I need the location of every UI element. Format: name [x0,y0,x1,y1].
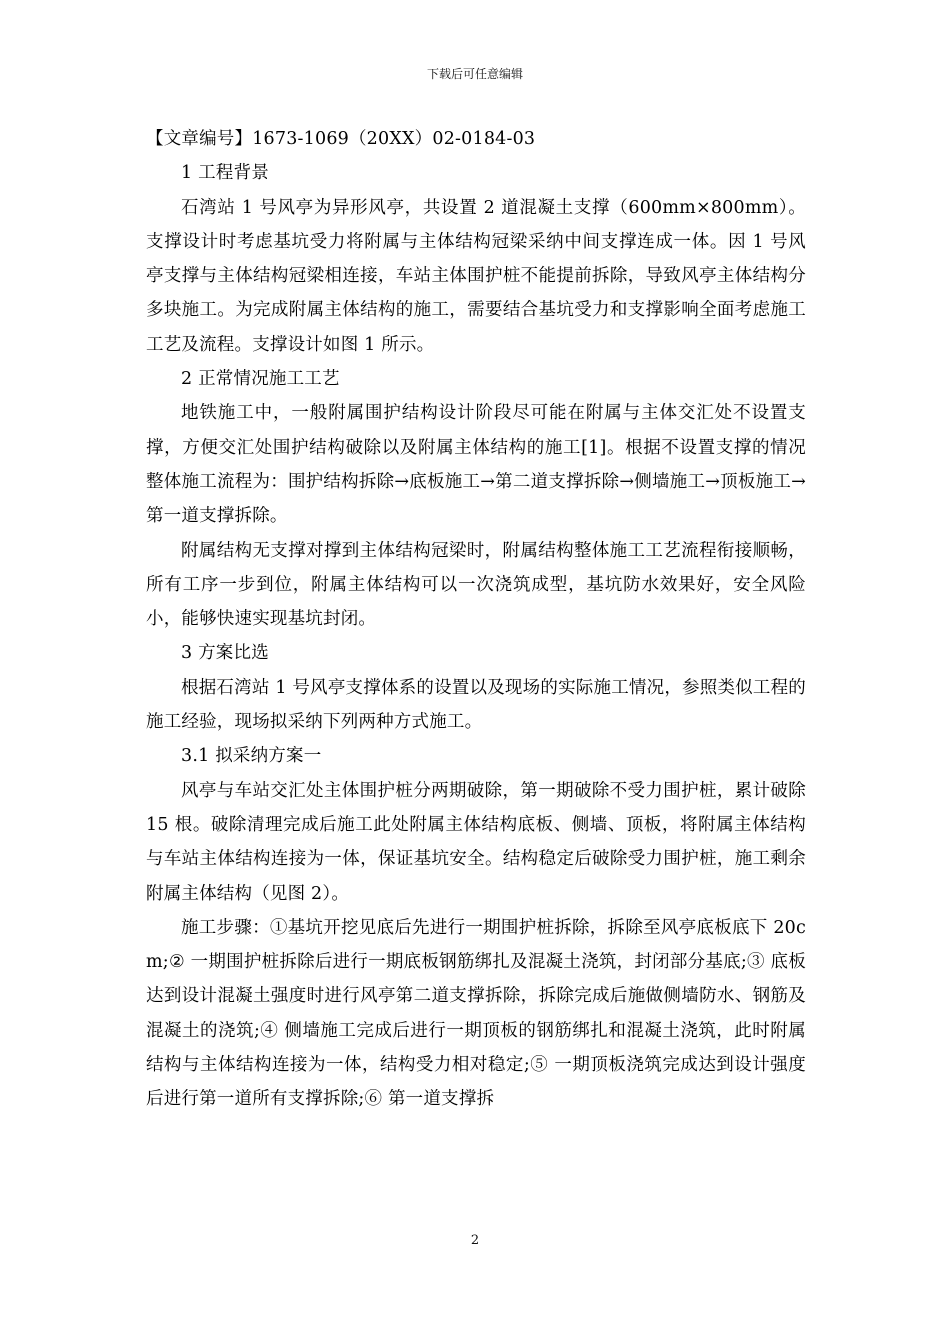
document-body [146,122,806,1117]
section-heading-1: 1 工程背景 [181,163,269,184]
body-paragraph: 石湾站 1 号风亭为异形风亭，共设置 2 道混凝土支撑（600mm×800mm）。支撑设计时考虑基坑受力将附属与主体结构冠梁采纳中间支撑连成一体。因 1 号风亭支撑与主体结构冠梁相连接，车站主体围护桩不能提前拆除，导致风亭主体结构分多块施工。为完成附属主体结构的施工，需要结合基坑受力和支撑影响全面考虑施工工艺及流程。支撑设计如图 1 所示。 [146,197,806,355]
page-header-note: 下载后可任意编辑 [426,67,523,81]
body-paragraph: 施工步骤：①基坑开挖见底后先进行一期围护桩拆除，拆除至风亭底板底下 20cm;② 一期围护桩拆除后进行一期底板钢筋绑扎及混凝土浇筑，封闭部分基底;③ 底板达到设计混凝土强度时进行风亭第二道支撑拆除，拆除完成后施做侧墙防水、钢筋及混凝土的浇筑;④ 侧墙施工完成后进行一期顶板的钢筋绑扎和混凝土浇筑，此时附属结构与主体结构连接为一体，结构受力相对稳定;⑤ 一期顶板浇筑完成达到设计强度后进行第一道所有支撑拆除;⑥ 第一道支撑拆 [146,917,806,1110]
section-heading-2: 2 正常情况施工工艺 [181,369,340,390]
subsection-heading-3-1: 3.1 拟采纳方案一 [181,746,322,767]
body-paragraph: 地铁施工中，一般附属围护结构设计阶段尽可能在附属与主体交汇处不设置支撑，方便交汇处围护结构破除以及附属主体结构的施工[1]。根据不设置支撑的情况整体施工流程为：围护结构拆除→底板施工→第二道支撑拆除→侧墙施工→顶板施工→第一道支撑拆除。 [146,403,806,527]
page-number: 2 [470,1233,480,1248]
section-heading-3: 3 方案比选 [181,643,269,664]
article-number: 【文章编号】1673-1069（20XX）02-0184-03 [146,129,536,149]
body-paragraph: 根据石湾站 1 号风亭支撑体系的设置以及现场的实际施工情况，参照类似工程的施工经验，现场拟采纳下列两种方式施工。 [146,677,806,733]
body-paragraph: 附属结构无支撑对撑到主体结构冠梁时，附属结构整体施工工艺流程衔接顺畅，所有工序一步到位，附属主体结构可以一次浇筑成型，基坑防水效果好，安全风险小，能够快速实现基坑封闭。 [146,540,806,630]
body-paragraph: 风亭与车站交汇处主体围护桩分两期破除，第一期破除不受力围护桩，累计破除 15 根。破除清理完成后施工此处附属主体结构底板、侧墙、顶板，将附属主体结构与车站主体结构连接为一体，保证基坑安全。结构稳定后破除受力围护桩，施工剩余附属主体结构（见图 2）。 [146,780,806,904]
